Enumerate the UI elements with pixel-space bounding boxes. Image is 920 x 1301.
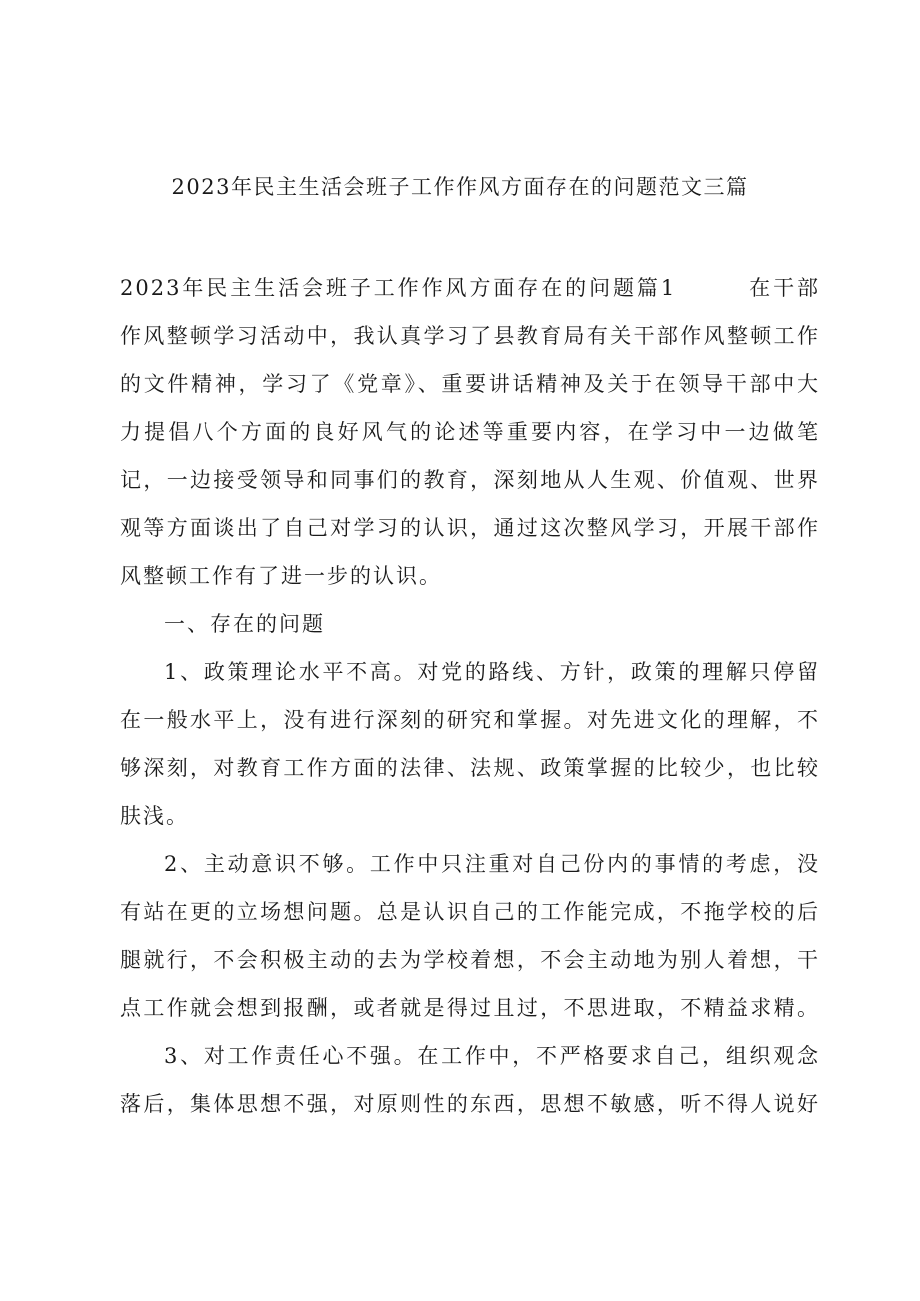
paragraph-line: 点工作就会想到报酬，或者就是得过且过，不思进取，不精益求精。 <box>120 996 820 1020</box>
paragraph-line-text: 在干部 <box>748 276 820 300</box>
paragraph-line: 3、对工作责任心不强。在工作中，不严格要求自己，组织观念 <box>164 1044 820 1068</box>
paragraph-line: 记，一边接受领导和同事们的教育，深刻地从人生观、价值观、世界 <box>120 468 820 492</box>
list-item <box>120 648 820 840</box>
paragraph-line: 腿就行，不会积极主动的去为学校着想，不会主动地为别人着想，干 <box>120 948 820 972</box>
paragraph-line: 1、政策理论水平不高。对党的路线、方针，政策的理解只停留 <box>164 660 820 684</box>
paragraph-line: 的文件精神，学习了《党章》、重要讲话精神及关于在领导干部中大 <box>120 372 820 396</box>
paragraph-line: 作风整顿学习活动中，我认真学习了县教育局有关干部作风整顿工作 <box>120 324 820 348</box>
section-heading-inline: 2023年民主生活会班子工作作风方面存在的问题篇1 <box>120 276 677 300</box>
section-heading <box>120 600 820 648</box>
paragraph-line: 够深刻，对教育工作方面的法律、法规、政策掌握的比较少，也比较 <box>120 756 820 780</box>
list-item <box>120 1032 820 1128</box>
document-body <box>120 264 820 1128</box>
paragraph-line: 2、主动意识不够。工作中只注重对自己份内的事情的考虑，没 <box>164 852 820 876</box>
paragraph-line: 风整顿工作有了进一步的认识。 <box>120 564 442 588</box>
paragraph-intro <box>120 264 820 600</box>
paragraph-line: 在一般水平上，没有进行深刻的研究和掌握。对先进文化的理解，不 <box>120 708 820 732</box>
paragraph-line: 落后，集体思想不强，对原则性的东西，思想不敏感，听不得人说好 <box>120 1092 820 1116</box>
paragraph-line: 肤浅。 <box>120 804 189 828</box>
paragraph-line: 有站在更的立场想问题。总是认识自己的工作能完成，不拖学校的后 <box>120 900 820 924</box>
paragraph-line <box>120 264 820 312</box>
paragraph-line: 观等方面谈出了自己对学习的认识，通过这次整风学习，开展干部作 <box>120 516 820 540</box>
document-title: 2023年民主生活会班子工作作风方面存在的问题范文三篇 <box>171 175 749 199</box>
section-heading-text: 一、存在的问题 <box>164 612 325 636</box>
paragraph-line: 力提倡八个方面的良好风气的论述等重要内容，在学习中一边做笔 <box>120 420 820 444</box>
list-item <box>120 840 820 1032</box>
